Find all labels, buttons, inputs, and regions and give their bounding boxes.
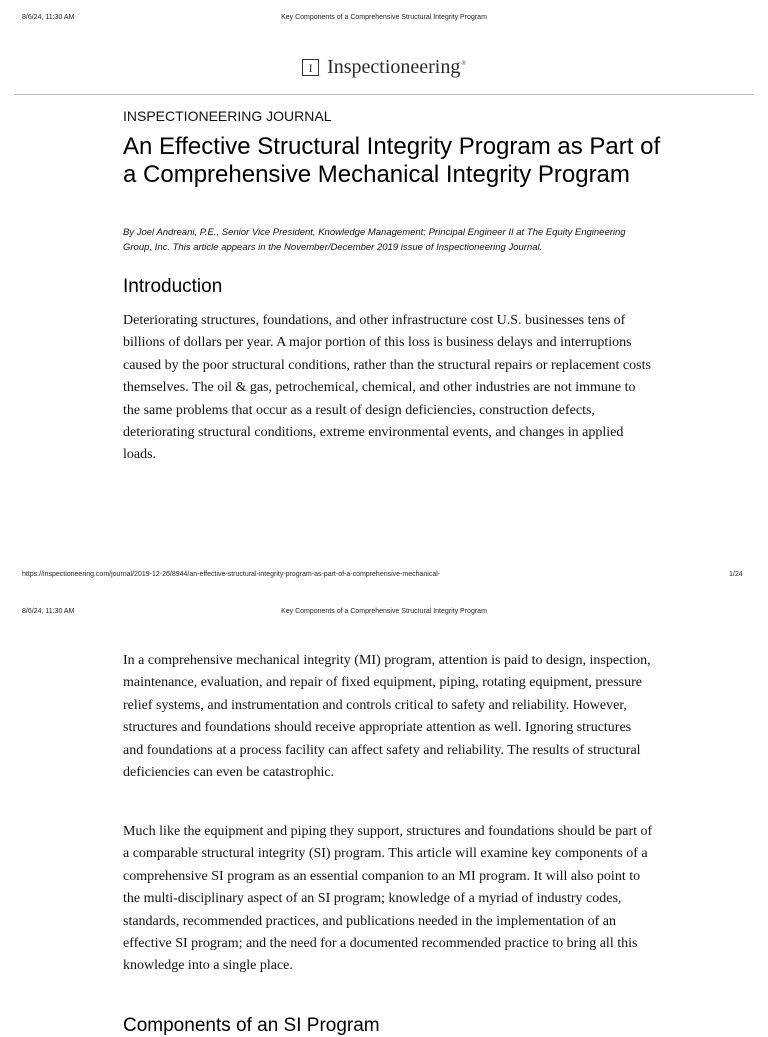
print-date: 8/6/24, 11:30 AM <box>22 14 75 21</box>
section-heading-introduction: Introduction <box>123 276 223 297</box>
registered-mark: ® <box>461 61 466 68</box>
header-divider <box>14 94 754 95</box>
print-date-page-2: 8/6/24, 11:30 AM <box>22 608 75 615</box>
article-byline: By Joel Andreani, P.E., Senior Vice President, Knowledge Management; Principal Engineer II at The Equity Engineering Group, Inc. This article appears in the November/December 2019 issue of Inspectioneering Journal. <box>123 227 626 253</box>
article-title: An Effective Structural Integrity Program as Part of a Comprehensive Mechanical Integrity Program <box>123 133 661 188</box>
logo-wordmark: Inspectioneering® <box>327 56 466 78</box>
logo-mark-icon: I <box>302 59 319 76</box>
journal-kicker: INSPECTIONEERING JOURNAL <box>123 108 332 124</box>
page-number: 1/24 <box>729 571 743 578</box>
intro-paragraph: Deteriorating structures, foundations, and other infrastructure cost U.S. businesses tens of billions of dollars per year. A major portion of this loss is business delays and interruptions caused by the poor structural conditions, rather than the structural repairs or replacement costs themselves. The oil & gas, petrochemical, chemical, and other industries are not immune to the same problems that occur as a result of design deficiencies, construction defects, deteriorating structural conditions, extreme environmental events, and changes in applied loads. <box>123 313 651 463</box>
site-logo[interactable] <box>0 56 768 79</box>
section-heading-components: Components of an SI Program <box>123 1015 380 1036</box>
body-paragraph-mi-program: In a comprehensive mechanical integrity (MI) program, attention is paid to design, inspection, maintenance, evaluation, and repair of fixed equipment, piping, rotating equipment, pressure relief systems, and instrumentation and controls critical to safety and reliability. However, structures and foundations should receive appropriate attention as well. Ignoring structures and foundations at a process facility can affect safety and reliability. The results of structural deficiencies can even be catastrophic. <box>123 653 651 781</box>
print-title: Key Components of a Comprehensive Structural Integrity Program <box>281 14 487 21</box>
body-paragraph-si-program: Much like the equipment and piping they support, structures and foundations should be part of a comparable structural integrity (SI) program. This article will examine key components of a comprehensive SI program as an essential companion to an MI program. It will also point to the multi-disciplinary aspect of an SI program; knowledge of a myriad of industry codes, standards, recommended practices, and publications needed in the implementation of an effective SI program; and the need for a documented recommended practice to bring all this knowledge into a single place. <box>123 824 653 974</box>
footer-url[interactable]: https://inspectioneering.com/journal/2019-12-26/8944/an-effective-structural-integrity-program-as-part-of-a-comprehensive-mechanical- <box>22 571 441 578</box>
print-title-page-2: Key Components of a Comprehensive Structural Integrity Program <box>281 608 487 615</box>
